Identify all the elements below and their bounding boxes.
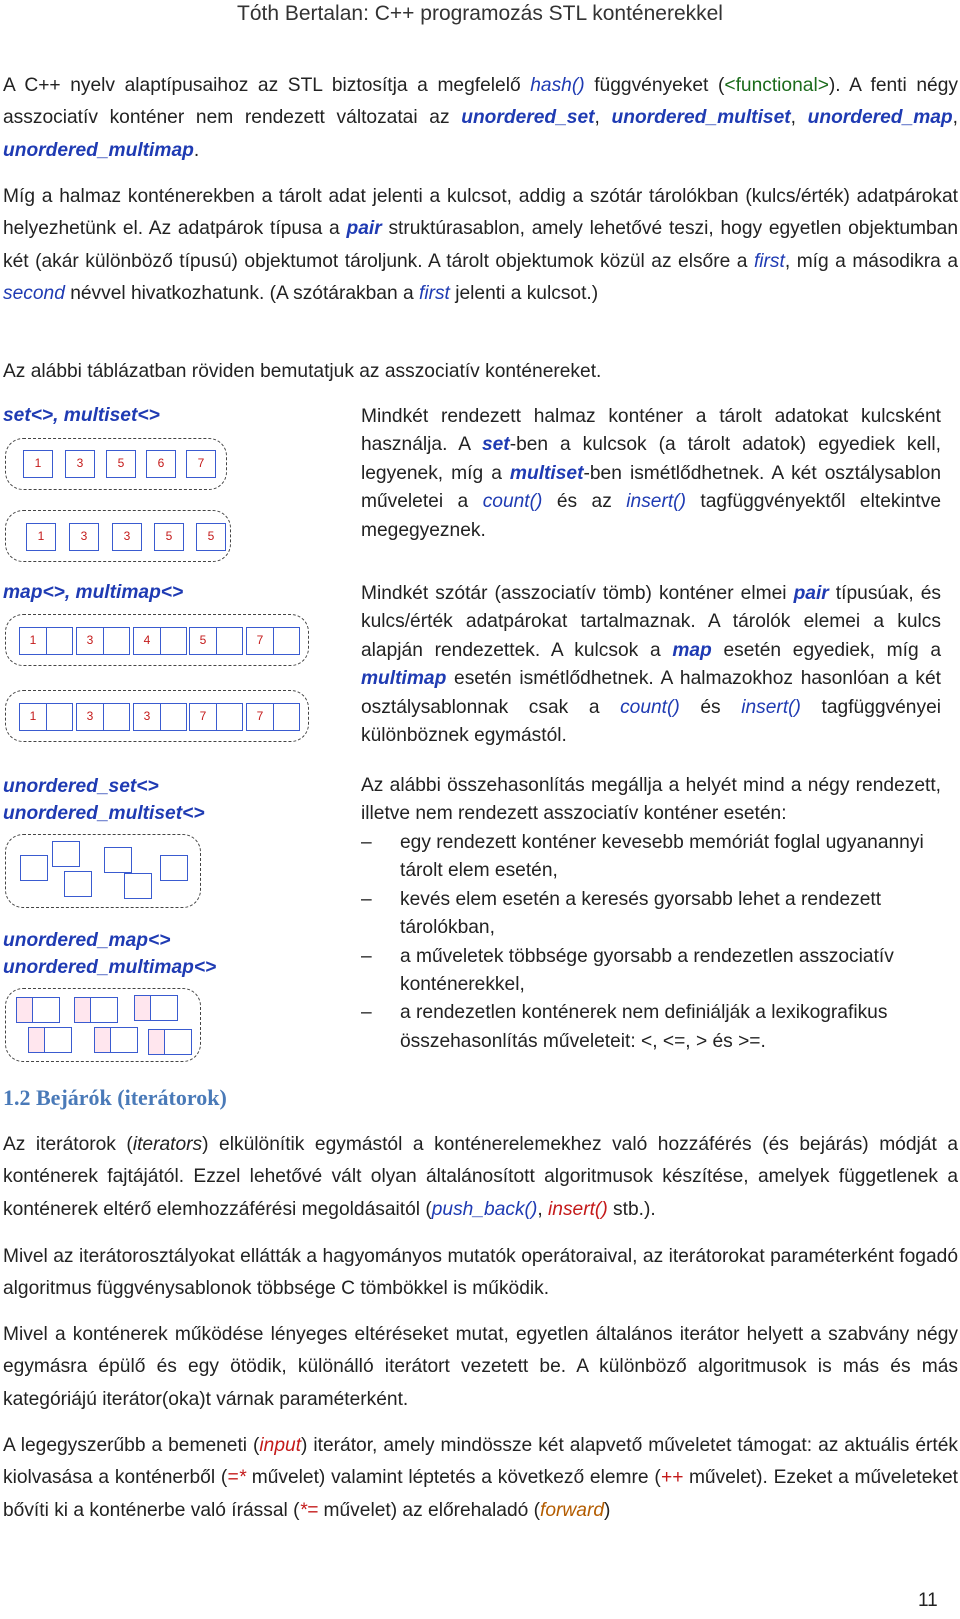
multimap-pair [133, 703, 187, 731]
comparison-list [361, 829, 941, 1056]
list-item: – a műveletek többsége gyorsabb a rendezetlen asszociatív konténerekkel, [361, 945, 894, 996]
hash-bucket [124, 873, 152, 899]
multimap-key: 3 [77, 704, 104, 730]
set-cell: 1 [23, 450, 53, 478]
unordered-multiset-label: unordered_multiset<> [3, 803, 205, 824]
set-diagram [5, 438, 227, 490]
hash-pair [28, 1027, 72, 1053]
unordered-set-diagram [5, 834, 201, 908]
section-paragraph-3: Mivel a konténerek működése lényeges eltéréseket mutat, egyetlen általános iterátor helyett a szabvány négy egymásra épülő és egy ötödik, különálló iterátort vezetett be. A különböző algoritmusok is más és más kategóriájú iterátor(oka)t várnak paraméterként. [3, 1324, 958, 1410]
map-key: 3 [77, 628, 104, 654]
section-paragraph-1: Az iterátorok (iterators) elkülönítik egymástól a konténerelemekhez való hozzáférés (és bejárás) módját a konténerek fajtájától. Ezzel lehetővé vált olyan általánosított algoritmusok készítése, amelyek függetlenek a konténerek eltérő elemhozzáférési megoldásaitól (push_back(), insert() stb.). [3, 1134, 958, 1220]
unordered-map-diagram [5, 988, 201, 1062]
map-pair [246, 627, 300, 655]
set-cell: 6 [146, 450, 176, 478]
intro-paragraph-3: Az alábbi táblázatban röviden bemutatjuk az asszociatív konténereket. [3, 361, 602, 382]
set-cell: 7 [186, 450, 216, 478]
map-multimap-label: map<>, multimap<> [3, 582, 184, 603]
multimap-key: 7 [247, 704, 274, 730]
map-description: Mindkét szótár (asszociatív tömb) konténer elmei pair típusúak, és kulcs/érték adatpárokat tartalmaznak. A tárolók elemei a kulcs alapján rendezettek. A kulcsok a map esetén egyediek, míg a multimap esetén ismétlődhetnek. A halmazokhoz hasonlóan a két osztálysablonnak csak a count() és insert() tagfüggvényei különböznek egymástól. [361, 583, 942, 747]
multiset-cell: 5 [154, 523, 184, 551]
intro-paragraph-2: Míg a halmaz konténerekben a tárolt adat jelenti a kulcsot, addig a szótár tárolókban (kulcs/érték) adatpárokat helyezhetünk el. Az adatpárok típusa a pair struktúrasablon, amely lehetővé teszi, hogy egyetlen objektumban két (akár különböző típusú) objektumot tároljunk. A tárolt objektumok közül az elsőre a first, míg a másodikra a second névvel hivatkozhatunk. (A szótárakban a first jelenti a kulcsot.) [3, 186, 959, 304]
multimap-pair [246, 703, 300, 731]
map-key: 5 [190, 628, 217, 654]
map-pair [133, 627, 187, 655]
multimap-key: 3 [134, 704, 161, 730]
hash-pair [134, 995, 178, 1021]
intro-paragraph-1: A C++ nyelv alaptípusaihoz az STL biztosítja a megfelelő hash() függvényeket (<functional>). A fenti négy asszociatív konténer nem rendezett változatai az unordered_set, unordered_multiset, unordered_map, unordered_multimap. [3, 75, 958, 161]
set-cell: 5 [106, 450, 136, 478]
comparison-intro: Az alábbi összehasonlítás megállja a helyét mind a négy rendezett, illetve nem rendezett asszociatív konténer esetén: [361, 775, 941, 825]
page-number: 11 [918, 1590, 938, 1611]
list-item: – kevés elem esetén a keresés gyorsabb lehet a rendezett tárolókban, [361, 888, 882, 939]
map-pair [189, 627, 243, 655]
multiset-cell: 3 [69, 523, 99, 551]
multiset-diagram [5, 510, 231, 562]
multimap-pair [189, 703, 243, 731]
hash-pair [148, 1029, 192, 1055]
hash-bucket [160, 855, 188, 881]
multimap-pair [76, 703, 130, 731]
unordered-set-label: unordered_set<> [3, 776, 159, 797]
section-paragraph-2: Mivel az iterátorosztályokat ellátták a hagyományos mutatók operátoraival, az iterátorokat paraméterként fogadó algoritmus függvénysablonok többsége C tömbökkel is működik. [3, 1246, 958, 1300]
map-pair [19, 627, 73, 655]
hash-bucket [52, 841, 80, 867]
multiset-cell: 1 [26, 523, 56, 551]
set-description: Mindkét rendezett halmaz konténer a tárolt adatokat kulcsként használja. A set-ben a kulcsok (a tárolt adatok) egyediek kell, legyenek, míg a multiset-ben ismétlődhetnek. A két osztálysablon műveletei a count() és az insert() tagfüggvényektől eltekintve megegyeznek. [361, 406, 941, 541]
hash-pair [74, 997, 118, 1023]
hash-bucket [104, 847, 132, 873]
multimap-key: 1 [20, 704, 47, 730]
map-diagram [5, 614, 309, 666]
section-heading: 1.2 Bejárók (iterátorok) [3, 1085, 227, 1110]
set-multiset-label: set<>, multiset<> [3, 405, 160, 426]
running-header: Tóth Bertalan: C++ programozás STL konténerekkel [237, 2, 723, 25]
list-item: – egy rendezett konténer kevesebb memóriát foglal ugyanannyi tárolt elem esetén, [361, 832, 924, 882]
list-item: – a rendezetlen konténerek nem definiálják a lexikografikus összehasonlítás műveleteit: <, <=, > és >=. [361, 1002, 888, 1052]
multiset-cell: 3 [112, 523, 142, 551]
hash-bucket [20, 855, 48, 881]
set-cell: 3 [65, 450, 95, 478]
map-pair [76, 627, 130, 655]
map-key: 4 [134, 628, 161, 654]
section-paragraph-4: A legegyszerűbb a bemeneti (input) iterátor, amely mindössze két alapvető műveletet támogat: az aktuális érték kiolvasása a konténerből (=* művelet) valamint léptetés a következő elemre (++ művelet). Ezeket a műveleteket bővíti ki a konténerbe való írással (*= művelet) az előrehaladó (forward) [3, 1435, 958, 1521]
unordered-multimap-label: unordered_multimap<> [3, 957, 217, 978]
map-key: 1 [20, 628, 47, 654]
map-key: 7 [247, 628, 274, 654]
multimap-key: 7 [190, 704, 217, 730]
unordered-map-label: unordered_map<> [3, 930, 171, 951]
hash-pair [94, 1027, 138, 1053]
hash-pair [16, 997, 60, 1023]
multimap-diagram [5, 690, 309, 742]
hash-bucket [64, 871, 92, 897]
multimap-pair [19, 703, 73, 731]
multiset-cell: 5 [196, 523, 226, 551]
